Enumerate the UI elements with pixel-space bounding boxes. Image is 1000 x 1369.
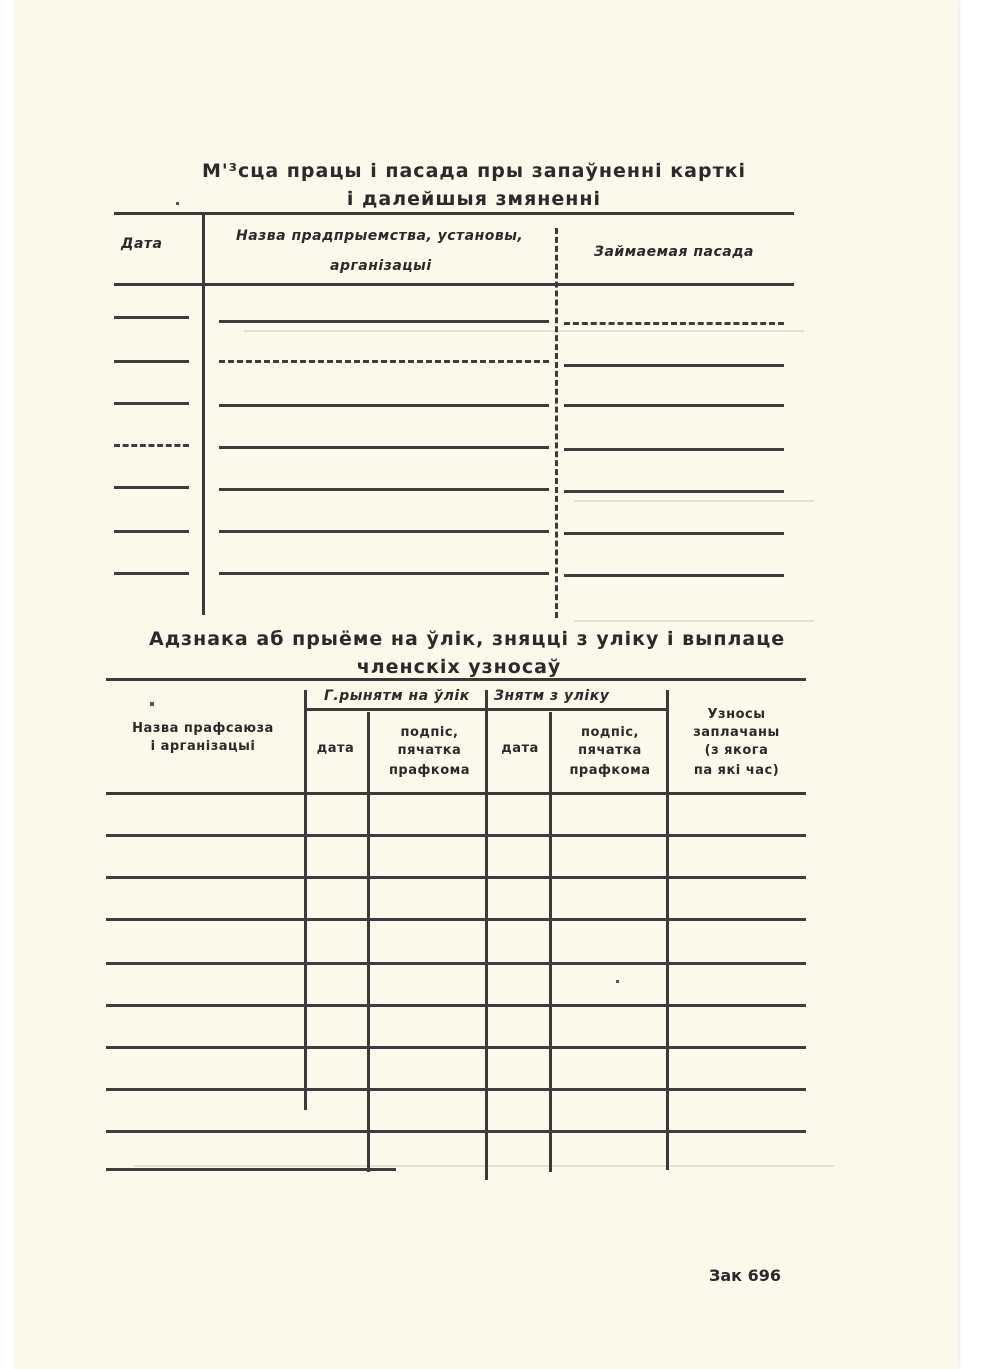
reg-col-union-header-line1: Назва прафсаюза xyxy=(132,721,274,736)
work-row-line-3b xyxy=(219,404,549,407)
ink-speck xyxy=(616,980,619,983)
reg-row-line-1 xyxy=(106,834,806,837)
work-col-position-header: Займаемая пасада xyxy=(594,244,754,260)
work-row-line-7b xyxy=(219,572,549,575)
reg-col-divider-4 xyxy=(549,712,552,1172)
work-row-line-3c xyxy=(564,404,784,407)
work-row-line-4a xyxy=(114,444,189,447)
ink-speck xyxy=(150,702,154,706)
reg-sub-sign-removed-line2: пячатка xyxy=(578,743,642,758)
reg-sub-sign-taken-line2: пячатка xyxy=(397,743,462,758)
order-number: Зак 696 xyxy=(709,1266,781,1285)
document-sheet xyxy=(14,0,958,1369)
reg-row-line-4 xyxy=(106,962,806,965)
work-row-line-6c xyxy=(564,532,784,535)
reg-row-line-3 xyxy=(106,918,806,921)
work-row-line-1b xyxy=(219,320,549,323)
reg-col-dues-header-line3: (з якога xyxy=(704,743,769,758)
reg-header-bottom-border xyxy=(106,792,806,795)
reg-row-line-2 xyxy=(106,876,806,879)
reg-col-dues-header-line1: Узносы xyxy=(707,707,766,722)
work-section-title-line2: і далейшыя змяненні xyxy=(346,188,602,210)
work-row-line-4c xyxy=(564,448,784,451)
work-table-top-border xyxy=(114,212,794,215)
reg-sub-sign-taken-line3: прафкома xyxy=(388,763,471,778)
work-row-line-7c xyxy=(564,574,784,577)
work-row-line-2b xyxy=(219,360,549,363)
work-col-org-header-line2: арганізацыі xyxy=(330,258,432,274)
reg-col-divider-2 xyxy=(367,712,370,1172)
reg-col-dues-header-line4: па які час) xyxy=(693,763,780,778)
work-section-title-line1: М'³сца працы і пасада пры запаўненні карткі xyxy=(201,160,747,182)
reg-sub-sign-taken-line1: подпіс, xyxy=(400,725,459,740)
reg-col-union-header-line2: і арганізацыі xyxy=(150,739,256,754)
reg-row-line-5 xyxy=(106,1004,806,1007)
work-row-line-2a xyxy=(114,360,189,363)
registration-section-title-line2: членскіх узносаў xyxy=(356,656,562,678)
registration-table-top-border xyxy=(106,678,806,681)
reg-row-line-9 xyxy=(106,1168,396,1171)
work-row-line-2c xyxy=(564,364,784,367)
work-row-line-5c xyxy=(564,490,784,493)
reg-row-line-6 xyxy=(106,1046,806,1049)
work-row-line-5a xyxy=(114,486,189,489)
work-table-header-bottom-border xyxy=(114,283,794,286)
work-row-line-5b xyxy=(219,488,549,491)
reg-col-divider-5 xyxy=(666,690,669,1170)
work-row-line-3a xyxy=(114,402,189,405)
work-row-line-7a xyxy=(114,572,189,575)
reg-row-line-8 xyxy=(106,1130,806,1133)
work-col-date-header: Дата xyxy=(121,236,163,252)
ink-speck xyxy=(176,202,179,205)
reg-sub-date-removed: дата xyxy=(501,741,539,756)
work-col-divider-2 xyxy=(555,228,558,618)
reg-row-line-7 xyxy=(106,1088,806,1091)
reg-sub-sign-removed-line3: прафкома xyxy=(569,763,651,778)
reg-group-removed-header: Знятм з уліку xyxy=(494,688,610,704)
work-row-line-1a xyxy=(114,316,189,319)
work-col-org-header-line1: Назва прадпрыемства, установы, xyxy=(236,228,524,244)
work-col-divider-1 xyxy=(202,215,205,615)
work-row-line-4b xyxy=(219,446,549,449)
reg-col-divider-3 xyxy=(485,690,488,1180)
reg-sub-date-taken: дата xyxy=(316,741,355,756)
registration-section-title-line1: Адзнака аб прыёме на ўлік, зняцці з уліку і выплаце xyxy=(149,628,786,650)
work-row-line-6b xyxy=(219,530,549,533)
reg-sub-sign-removed-line1: подпіс, xyxy=(581,725,639,740)
work-row-line-6a xyxy=(114,530,189,533)
work-row-line-1c xyxy=(564,322,784,325)
reg-col-dues-header-line2: заплачаны xyxy=(693,725,780,740)
reg-group-taken-header: Г.рынятм на ўлік xyxy=(324,688,470,704)
